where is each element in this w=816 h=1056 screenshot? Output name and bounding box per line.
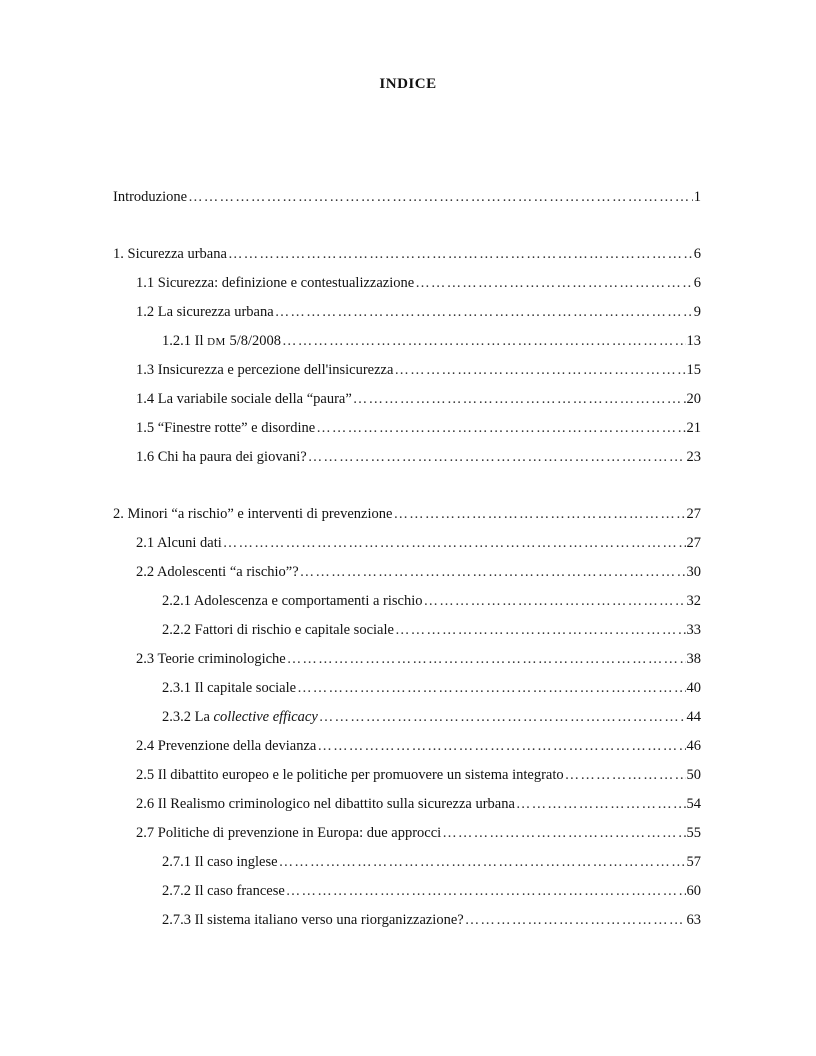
- toc-entry-label: 2.7 Politiche di prevenzione in Europa: due approcci: [136, 825, 442, 841]
- dot-leader: [275, 301, 693, 323]
- toc-entry-chapter-1[interactable]: [113, 243, 701, 272]
- dot-leader: [353, 388, 686, 410]
- dot-leader: [279, 851, 686, 873]
- dot-leader: [287, 648, 686, 670]
- toc-entry-label: 2.7.2 Il caso francese: [162, 883, 285, 899]
- toc-entry-label-prefix: 1.2.1 Il: [162, 333, 208, 349]
- toc-entry-page: 21: [686, 420, 701, 436]
- dot-leader: [228, 243, 693, 265]
- toc-entry-page: 20: [686, 391, 701, 407]
- toc-entry-page: 30: [686, 564, 701, 580]
- toc-entry-page: 57: [686, 854, 701, 870]
- toc-entry-label: 2.2 Adolescenti “a rischio”?: [136, 564, 299, 580]
- dot-leader: [442, 822, 685, 844]
- toc-entry-page: 40: [686, 680, 701, 696]
- toc-entry-1-2[interactable]: [113, 301, 701, 330]
- dot-leader: [300, 561, 686, 583]
- dot-leader: [393, 503, 685, 525]
- toc-entry-label-smallcaps: DM: [207, 336, 226, 348]
- toc-entry-label-italic: collective efficacy: [213, 709, 318, 725]
- toc-entry-page: 32: [686, 593, 701, 609]
- page-title: INDICE: [379, 76, 437, 92]
- toc-entry-page: 50: [686, 767, 701, 783]
- toc-entry-2-4[interactable]: [113, 735, 701, 764]
- toc-entry-label: 2. Minori “a rischio” e interventi di prevenzione: [113, 506, 393, 522]
- toc-entry-page: 44: [686, 709, 701, 725]
- dot-leader: [415, 272, 693, 294]
- toc-entry-1-4[interactable]: [113, 388, 701, 417]
- toc-entry-label: 1.5 “Finestre rotte” e disordine: [136, 420, 316, 436]
- dot-leader: [317, 735, 685, 757]
- toc-entry-page: 6: [693, 275, 701, 291]
- dot-leader: [394, 359, 685, 381]
- toc-entry-label: 1.3 Insicurezza e percezione dell'insicurezza: [136, 362, 394, 378]
- toc-entry-label: 2.1 Alcuni dati: [136, 535, 222, 551]
- dot-leader: [297, 677, 685, 699]
- toc-entry-label: 2.5 Il dibattito europeo e le politiche per promuovere un sistema integrato: [136, 767, 564, 783]
- toc-entry-page: 6: [693, 246, 701, 262]
- toc-entry-label: 2.7.1 Il caso inglese: [162, 854, 278, 870]
- toc-entry-2-5[interactable]: [113, 764, 701, 793]
- toc-entry-2-7-3[interactable]: [113, 909, 701, 938]
- dot-leader: [319, 706, 686, 728]
- toc-entry-2-2-1[interactable]: [113, 590, 701, 619]
- toc-entry-label: 2.7.3 Il sistema italiano verso una riorganizzazione?: [162, 912, 464, 928]
- toc-entry-label: 1.4 La variabile sociale della “paura”: [136, 391, 352, 407]
- toc-entry-1-2-1[interactable]: [113, 330, 701, 359]
- toc-entry-page: 38: [686, 651, 701, 667]
- dot-leader: [424, 590, 686, 612]
- toc-entry-page: 33: [686, 622, 701, 638]
- toc-entry-label: 2.6 Il Realismo criminologico nel dibattito sulla sicurezza urbana: [136, 796, 515, 812]
- toc-entry-2-7-2[interactable]: [113, 880, 701, 909]
- table-of-contents: [113, 186, 701, 938]
- toc-entry-page: 54: [686, 796, 701, 812]
- toc-entry-label: 2.2.2 Fattori di rischio e capitale sociale: [162, 622, 394, 638]
- toc-entry-2-2[interactable]: [113, 561, 701, 590]
- toc-entry-page: 15: [686, 362, 701, 378]
- toc-entry-label: 2.4 Prevenzione della devianza: [136, 738, 317, 754]
- dot-leader: [516, 793, 686, 815]
- dot-leader: [465, 909, 686, 931]
- toc-entry-page: 27: [686, 506, 701, 522]
- dot-leader: [308, 446, 686, 468]
- toc-entry-2-3-2[interactable]: [113, 706, 701, 735]
- toc-entry-label: Introduzione: [113, 189, 188, 205]
- toc-entry-page: 63: [686, 912, 701, 928]
- toc-entry-2-6[interactable]: [113, 793, 701, 822]
- dot-leader: [188, 186, 693, 208]
- toc-entry-page: 60: [686, 883, 701, 899]
- toc-entry-2-2-2[interactable]: [113, 619, 701, 648]
- toc-entry-label-prefix: 2.3.2 La: [162, 709, 214, 725]
- toc-entry-page: 1: [693, 189, 701, 205]
- toc-entry-page: 46: [686, 738, 701, 754]
- toc-entry-page: 55: [686, 825, 701, 841]
- toc-entry-page: 27: [686, 535, 701, 551]
- toc-entry-1-3[interactable]: [113, 359, 701, 388]
- toc-entry-page: 13: [686, 333, 701, 349]
- dot-leader: [316, 417, 685, 439]
- toc-entry-page: 23: [686, 449, 701, 465]
- dot-leader: [395, 619, 686, 641]
- toc-entry-1-1[interactable]: [113, 272, 701, 301]
- toc-entry-2-7-1[interactable]: [113, 851, 701, 880]
- toc-entry-label: 1.6 Chi ha paura dei giovani?: [136, 449, 307, 465]
- toc-entry-introduzione[interactable]: [113, 186, 701, 215]
- toc-entry-label: 1.1 Sicurezza: definizione e contestualizzazione: [136, 275, 415, 291]
- dot-leader: [286, 880, 686, 902]
- toc-entry-label: 1.2 La sicurezza urbana: [136, 304, 274, 320]
- toc-entry-label: [162, 706, 318, 728]
- toc-entry-2-3[interactable]: [113, 648, 701, 677]
- toc-entry-1-6[interactable]: [113, 446, 701, 475]
- toc-entry-page: 9: [693, 304, 701, 320]
- toc-entry-2-1[interactable]: [113, 532, 701, 561]
- toc-entry-label: 1. Sicurezza urbana: [113, 246, 227, 262]
- dot-leader: [282, 330, 685, 352]
- toc-entry-label: 2.3.1 Il capitale sociale: [162, 680, 297, 696]
- toc-entry-2-7[interactable]: [113, 822, 701, 851]
- toc-entry-chapter-2[interactable]: [113, 503, 701, 532]
- toc-entry-label: 2.2.1 Adolescenza e comportamenti a rischio: [162, 593, 423, 609]
- toc-entry-label: [162, 330, 281, 353]
- toc-entry-label-suffix: 5/8/2008: [225, 333, 282, 349]
- dot-leader: [565, 764, 686, 786]
- dot-leader: [223, 532, 686, 554]
- toc-entry-1-5[interactable]: [113, 417, 701, 446]
- toc-entry-2-3-1[interactable]: [113, 677, 701, 706]
- toc-entry-label: 2.3 Teorie criminologiche: [136, 651, 286, 667]
